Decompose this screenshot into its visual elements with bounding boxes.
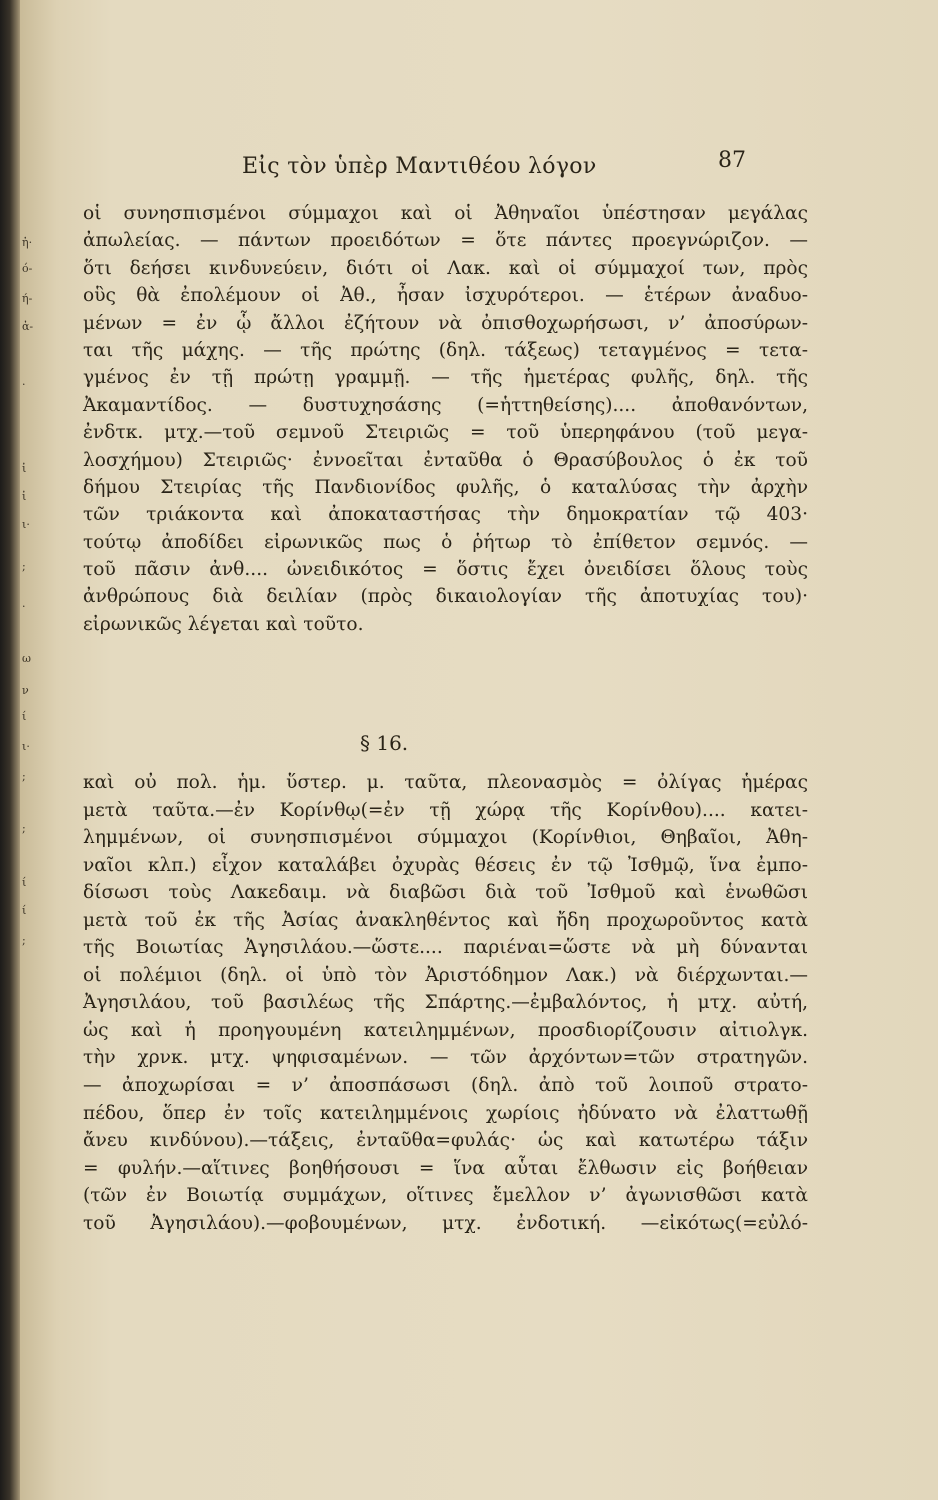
text-line: ὡς καὶ ἡ προηγουμένη κατειλημμένων, προσδιορίζουσιν αἰτιολγκ. bbox=[83, 1019, 808, 1041]
gutter-mark: ι· bbox=[22, 740, 30, 753]
gutter-mark: ή- bbox=[22, 292, 33, 305]
text-line: τούτῳ ἀποδίδει εἰρωνικῶς πως ὁ ῥήτωρ τὸ ἐπίθετον σεμνός. — bbox=[83, 531, 808, 553]
text-line: τῶν τριάκοντα καὶ ἀποκαταστήσας τὴν δημοκρατίαν τῷ 403· bbox=[83, 504, 808, 526]
text-line: τὴν χρνκ. μτχ. ψηφισαμένων. — τῶν ἀρχόντων=τῶν στρατηγῶν. bbox=[83, 1047, 808, 1069]
text-line: οἱ συνησπισμένοι σύμμαχοι καὶ οἱ Ἀθηναῖοι ὑπέστησαν μεγάλας bbox=[83, 203, 808, 224]
text-line: ἀπωλείας. — πάντων προειδότων = ὅτε πάντες προεγνώριζον. — bbox=[83, 230, 808, 252]
text-line: οἱ πολέμιοι (δηλ. οἱ ὑπὸ τὸν Ἀριστόδημον Λακ.) νὰ διέρχωνται.— bbox=[83, 964, 808, 986]
gutter-mark: ἰ bbox=[22, 490, 27, 503]
gutter-mark: ; bbox=[22, 822, 26, 835]
text-line: πέδου, ὅπερ ἐν τοῖς κατειλημμένοις χωρίοις ἠδύνατο νὰ ἐλαττωθῇ bbox=[83, 1102, 808, 1124]
section-heading: § 16. bbox=[360, 731, 409, 755]
gutter-mark: ἡ· bbox=[22, 236, 33, 249]
text-line: ἐνδτκ. μτχ.—τοῦ σεμνοῦ Στειριῶς = τοῦ ὑπερηφάνου (τοῦ μεγα- bbox=[83, 422, 808, 444]
gutter-mark: ; bbox=[22, 770, 26, 783]
gutter-mark: ω bbox=[22, 652, 31, 665]
text-line: λημμένων, οἱ συνησπισμένοι σύμμαχοι (Κορίνθιοι, Θηβαῖοι, Ἀθη- bbox=[83, 827, 808, 849]
facing-page-edge bbox=[20, 0, 40, 1500]
running-title: Εἰς τὸν ὑπὲρ Μαντιθέου λόγον bbox=[242, 154, 597, 179]
text-line: — ἀποχωρίσαι = ν’ ἀποσπάσωσι (δηλ. ἀπὸ τοῦ λοιποῦ στρατο- bbox=[83, 1075, 808, 1097]
commentary-paragraph-2 bbox=[83, 769, 808, 1237]
gutter-mark: ; bbox=[22, 934, 26, 947]
page-number: 87 bbox=[718, 148, 746, 173]
text-line: ἄνευ κινδύνου).—τάξεις, ἐνταῦθα=φυλάς· ὡς καὶ κατωτέρω τάξιν bbox=[83, 1130, 808, 1152]
text-line: μετὰ τοῦ ἐκ τῆς Ἀσίας ἀνακληθέντος καὶ ἤδη προχωροῦντος κατὰ bbox=[83, 909, 808, 931]
text-line: ὅτι δεήσει κινδυνεύειν, διότι οἱ Λακ. καὶ οἱ σύμμαχοί των, πρὸς bbox=[83, 257, 808, 279]
text-line: μετὰ ταῦτα.—ἐν Κορίνθῳ(=ἐν τῇ χώρᾳ τῆς Κορίνθου).... κατει- bbox=[83, 799, 808, 821]
gutter-mark: · bbox=[22, 378, 26, 391]
text-line: Ἀκαμαντίδος. — δυστυχησάσης (=ἡττηθείσης).... ἀποθανόντων, bbox=[83, 394, 808, 416]
gutter-mark: ί bbox=[22, 710, 27, 723]
text-line: τοῦ Ἀγησιλάου).—φοβουμένων, μτχ. ἐνδοτική. —εἰκότως(=εὐλό- bbox=[83, 1212, 808, 1234]
text-line: δήμου Στειρίας τῆς Πανδιονίδος φυλῆς, ὁ καταλύσας τὴν ἀρχὴν bbox=[83, 476, 808, 498]
book-page bbox=[20, 0, 938, 1500]
gutter-mark: ό- bbox=[22, 262, 33, 275]
text-line: καὶ οὐ πολ. ἡμ. ὕστερ. μ. ταῦτα, πλεονασμὸς = ὀλίγας ἡμέρας bbox=[83, 772, 808, 793]
gutter-mark: ί bbox=[22, 904, 27, 917]
gutter-mark: ἰ bbox=[22, 462, 27, 475]
text-line: ναῖοι κλπ.) εἶχον καταλάβει ὀχυρὰς θέσεις ἐν τῷ Ἰσθμῷ, ἵνα ἐμπο- bbox=[83, 854, 808, 876]
running-header bbox=[180, 148, 780, 188]
gutter-mark: ί bbox=[22, 876, 27, 889]
text-line: (τῶν ἐν Βοιωτίᾳ συμμάχων, οἵτινες ἔμελλον ν’ ἀγωνισθῶσι κατὰ bbox=[83, 1185, 808, 1207]
gutter-mark: ; bbox=[22, 560, 26, 573]
gutter-mark: ν bbox=[22, 684, 29, 697]
gutter-mark: ἀ- bbox=[22, 320, 34, 333]
text-line: Ἀγησιλάου, τοῦ βασιλέως τῆς Σπάρτης.—ἐμβαλόντος, ἡ μτχ. αὐτή, bbox=[83, 992, 808, 1014]
text-line: = φυλήν.—αἵτινες βοηθήσουσι = ἵνα αὗται ἔλθωσιν εἰς βοήθειαν bbox=[83, 1157, 808, 1179]
binding-shadow bbox=[0, 0, 22, 1500]
text-line: ἀνθρώπους διὰ δειλίαν (πρὸς δικαιολογίαν τῆς ἀποτυχίας του)· bbox=[83, 586, 808, 608]
text-line: οὓς θὰ ἐπολέμουν οἱ Ἀθ., ἦσαν ἰσχυρότεροι. — ἑτέρων ἀναδυο- bbox=[83, 285, 808, 307]
text-line: γμένος ἐν τῇ πρώτῃ γραμμῇ. — τῆς ἡμετέρας φυλῆς, δηλ. τῆς bbox=[83, 367, 808, 389]
text-line: μένων = ἐν ᾧ ἄλλοι ἐζήτουν νὰ ὀπισθοχωρήσωσι, ν’ ἀποσύρων- bbox=[83, 312, 808, 334]
text-line: δίσωσι τοὺς Λακεδαιμ. νὰ διαβῶσι διὰ τοῦ Ἰσθμοῦ καὶ ἑνωθῶσι bbox=[83, 882, 808, 904]
text-line: τοῦ πᾶσιν ἀνθ.... ὠνειδικότος = ὅστις ἔχει ὀνειδίσει ὅλους τοὺς bbox=[83, 559, 808, 581]
text-line: ται τῆς μάχης. — τῆς πρώτης (δηλ. τάξεως) τεταγμένος = τετα- bbox=[83, 339, 808, 361]
text-line: τῆς Βοιωτίας Ἀγησιλάου.—ὥστε.... παριέναι=ὥστε νὰ μὴ δύνανται bbox=[83, 937, 808, 959]
gutter-mark: · bbox=[22, 600, 26, 613]
gutter-mark: ι· bbox=[22, 518, 30, 531]
text-line: εἰρωνικῶς λέγεται καὶ τοῦτο. bbox=[83, 613, 364, 635]
commentary-paragraph-1 bbox=[83, 200, 808, 638]
text-line: λοσχήμου) Στειριῶς· ἐννοεῖται ἐνταῦθα ὁ Θρασύβουλος ὁ ἐκ τοῦ bbox=[83, 449, 808, 471]
